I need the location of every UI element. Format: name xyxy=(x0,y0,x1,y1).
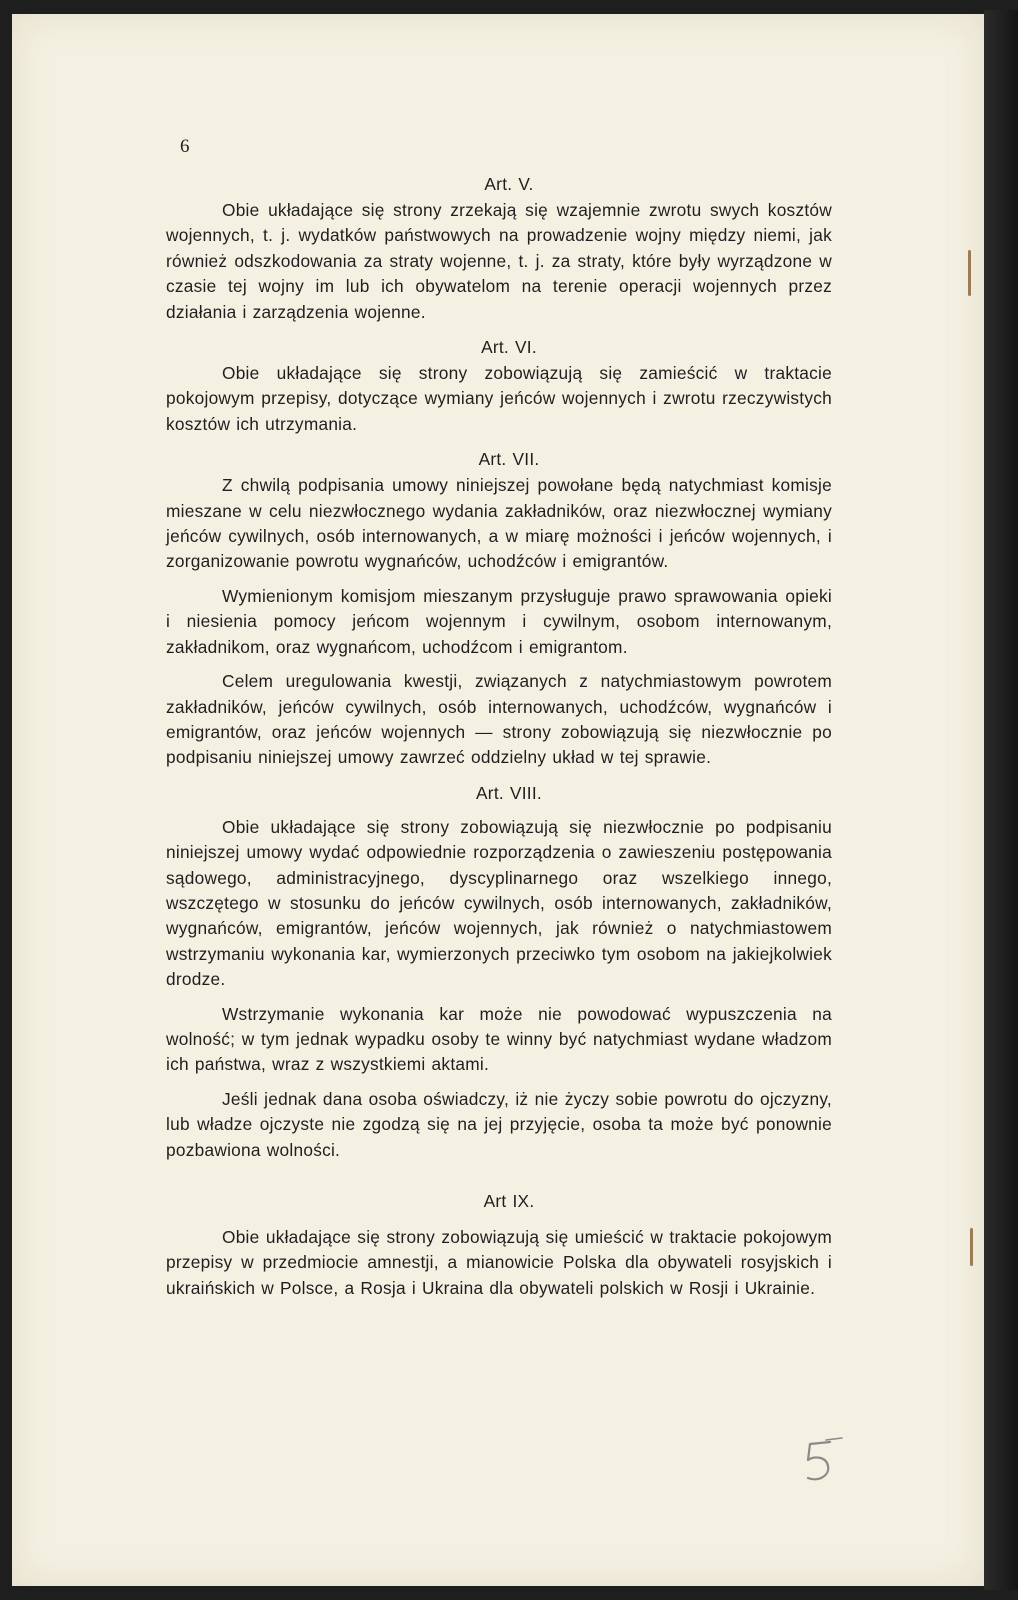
article-vi-paragraph-1: Obie układające się strony zobowiązują się zamieścić w traktacie pokojowym przepisy, dotyczące wymiany jeńców wojennych i zwrotu rzeczywistych kosztów ich utrzymania. xyxy=(166,363,832,434)
pencil-page-mark-icon xyxy=(800,1436,850,1486)
article-ix-paragraph-1: Obie układające się strony zobowiązują się umieścić w traktacie pokojowym przepisy w przedmiocie amnestji, a mianowicie Polska dla obywateli rosyjskich i ukraińskich w Polsce, a Rosja i Ukraina dla obywateli polskich w Rosji i Ukrainie. xyxy=(166,1227,832,1298)
article-heading-viii: Art. VIII. xyxy=(476,782,542,803)
margin-mark xyxy=(968,250,971,296)
document-body xyxy=(166,170,832,1301)
article-viii-paragraph-2: Wstrzymanie wykonania kar może nie powodować wypuszczenia na wolność; w tym jednak wypadku osoby te winny być natychmiast wydane władzom ich państwa, wraz z wszystkiemi aktami. xyxy=(166,1003,832,1075)
scan-edge xyxy=(984,10,1018,1590)
pencil-page-mark-label: 5 xyxy=(800,1436,801,1437)
article-v-paragraph-1: Obie układające się strony zrzekają się wzajemnie zwrotu swych kosztów wojennych, t. j. wydatków państwowych na prowadzenie wojny między niemi, jak również odszkodowania za straty wojenne, t. j. za straty, które były wyrządzone w czasie tej wojny im lub ich obywatelom na terenie operacji wojennych przez działania i zarządzenia wojenne. xyxy=(166,200,832,322)
article-heading-v: Art. V. xyxy=(484,174,534,194)
article-heading-vii: Art. VII. xyxy=(478,449,540,470)
article-vii-paragraph-2: Wymienionym komisjom mieszanym przysługuje prawo sprawowania opieki i niesienia pomocy jeńcom wojennym i cywilnym, osobom internowanym, zakładnikom, oraz wygnańcom, uchodźcom i emigrantom. xyxy=(166,585,832,657)
article-heading-ix: Art IX. xyxy=(483,1191,535,1211)
article-vii-paragraph-1: Z chwilą podpisania umowy niniejszej powołane będą natychmiast komisje mieszane w celu niezwłocznego wydania zakładników, oraz niezwłocznej wymiany jeńców cywilnych, osób internowanych, a w miarę możności i jeńców wojennych, i zorganizowanie powrotu wygnańców, uchodźców i emigrantów. xyxy=(166,475,832,572)
article-viii-paragraph-3: Jeśli jednak dana osoba oświadczy, iż nie życzy sobie powrotu do ojczyzny, lub władze ojczyste nie zgodzą się na jej przyjęcie, osoba ta może być ponownie pozbawiona wolności. xyxy=(166,1088,832,1160)
margin-mark xyxy=(970,1228,973,1266)
page-number: 6 xyxy=(180,136,190,157)
article-vii-paragraph-3: Celem uregulowania kwestji, związanych z natychmiastowym powrotem zakładników, jeńców cywilnych, osób internowanych, uchodźców, wygnańców i emigrantów, oraz jeńców wojennych — strony zobowiązują się niezwłocznie po podpisaniu niniejszej umowy zawrzeć oddzielny układ w tej sprawie. xyxy=(166,671,832,768)
article-heading-vi: Art. VI. xyxy=(481,337,537,358)
article-viii-paragraph-1: Obie układające się strony zobowiązują się niezwłocznie po podpisaniu niniejszej umowy wydać odpowiednie rozporządzenia o zawieszeniu postępowania sądowego, administracyjnego, dyscyplinarnego oraz wszelkiego innego, wszczętego w stosunku do jeńców cywilnych, osób internowanych, zakładników, wygnańców, emigrantów, jeńców wojennych, jak również o natychmiastowem wstrzymaniu wykonania kar, wymierzonych przeciwko tym osobom na jakiejkolwiek drodze. xyxy=(166,816,832,990)
